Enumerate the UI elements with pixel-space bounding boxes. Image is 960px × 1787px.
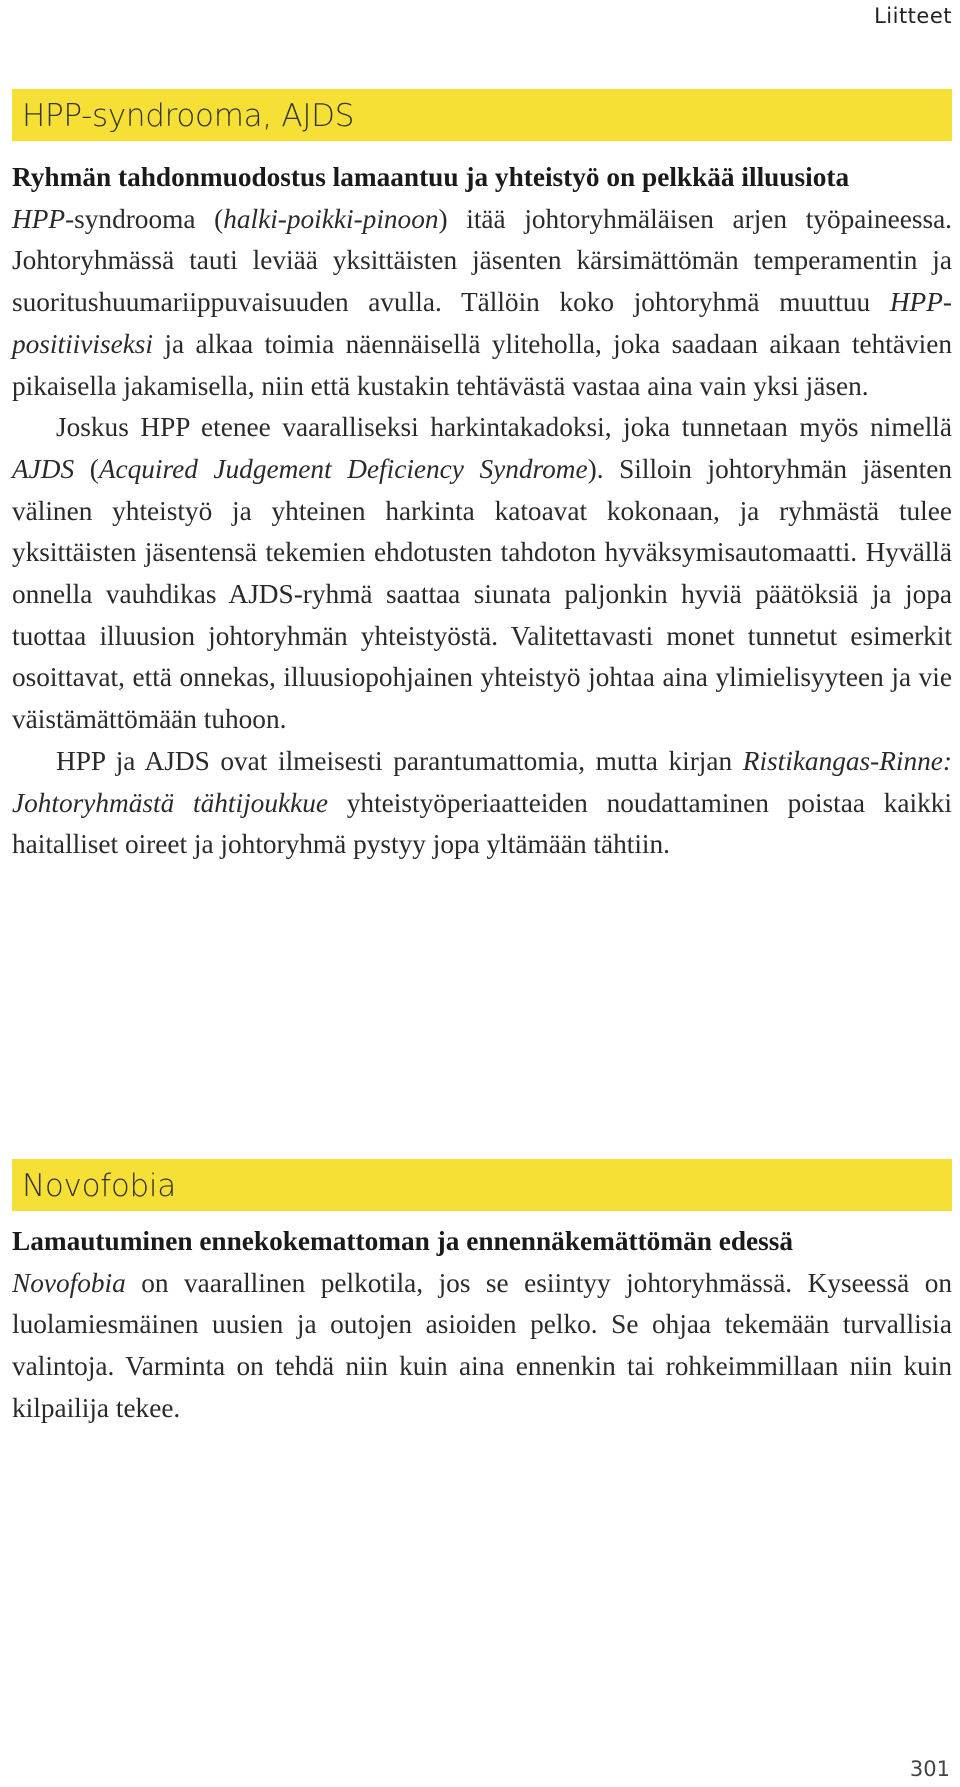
section-title: HPP-syndrooma, AJDS	[22, 98, 355, 134]
paragraph	[12, 741, 952, 866]
section-heading: Ryhmän tahdonmuodostus lamaantuu ja yhteistyö on pelkkää illuusiota	[12, 162, 850, 192]
section-body	[12, 157, 952, 866]
term-novofobia: Novofobia	[12, 1267, 126, 1298]
text-run: (	[74, 453, 99, 484]
term-halki-poikki-pinoon: halki-poikki-pinoon	[223, 203, 439, 234]
running-head: Liitteet	[874, 4, 952, 28]
section-heading: Lamautuminen ennekokemattoman ja ennennäkemättömän edessä	[12, 1226, 794, 1256]
section-title-bar	[12, 1159, 952, 1211]
term-ajds-expansion: Acquired Judgement Deficiency Syndrome	[98, 453, 588, 484]
term-hpp: HPP	[12, 203, 66, 234]
paragraph	[12, 407, 952, 741]
term-ajds: AJDS	[12, 453, 75, 484]
term-hpp-positiiviseksi: HPP-positiiviseksi	[12, 287, 952, 359]
paragraph	[12, 199, 952, 408]
book-title: Ristikangas-Rinne: Johtoryhmästä tähtijoukkue	[12, 745, 952, 818]
text-run: Joskus HPP etenee vaaralliseksi harkintakadoksi, joka tunnetaan myös nimellä	[56, 412, 952, 443]
page-number: 301	[909, 1757, 950, 1781]
text-run: ja alkaa toimia näennäisellä yliteholla, joka saadaan aikaan tehtävien pikaisella jakamisella, niin että kustakin tehtävästä vastaa aina vain yksi jäsen.	[12, 328, 952, 401]
text-run: ) itää johtoryhmäläisen arjen työpaineessa. Johtoryhmässä tauti leviää yksittäisten jäsenten kärsimättömän temperamentin ja suoritushuumariippuvaisuuden avulla. Tällöin koko johtoryhmä muuttuu	[12, 203, 953, 318]
text-run: -syndrooma (	[65, 203, 224, 234]
text-run: HPP ja AJDS ovat ilmeisesti parantumattomia, mutta kirjan	[56, 745, 743, 776]
section-title-bar	[12, 89, 952, 141]
text-run: ). Silloin johtoryhmän jäsenten välinen yhteistyö ja yhteinen harkinta katoavat kokonaan, ja ryhmästä tulee yksittäisten jäsentensä tekemien ehdotusten tahdoton hyväksymisautomaatti. Hyvällä onnella vauhdikas AJDS-ryhmä saattaa siunata paljonkin hyviä päätöksiä ja jopa tuottaa illuusion johtoryhmän yhteistyöstä. Valitettavasti monet tunnetut esimerkit osoittavat, että onnekas, illuusiopohjainen yhteistyö johtaa aina ylimielisyyteen ja vie väistämättömään tuhoon.	[12, 453, 952, 735]
section-title: Novofobia	[22, 1168, 176, 1204]
section-body	[12, 1221, 952, 1430]
text-run: yhteistyöperiaatteiden noudattaminen poistaa kaikki haitalliset oireet ja johtoryhmä pystyy jopa yltämään tähtiin.	[12, 787, 952, 860]
text-run: on vaarallinen pelkotila, jos se esiintyy johtoryhmässä. Kyseessä on luolamiesmäinen uusien ja outojen asioiden pelko. Se ohjaa tekemään turvallisia valintoja. Varminta on tehdä niin kuin aina ennenkin tai rohkeimmillaan niin kuin kilpailija tekee.	[12, 1267, 952, 1423]
paragraph	[12, 1263, 952, 1430]
